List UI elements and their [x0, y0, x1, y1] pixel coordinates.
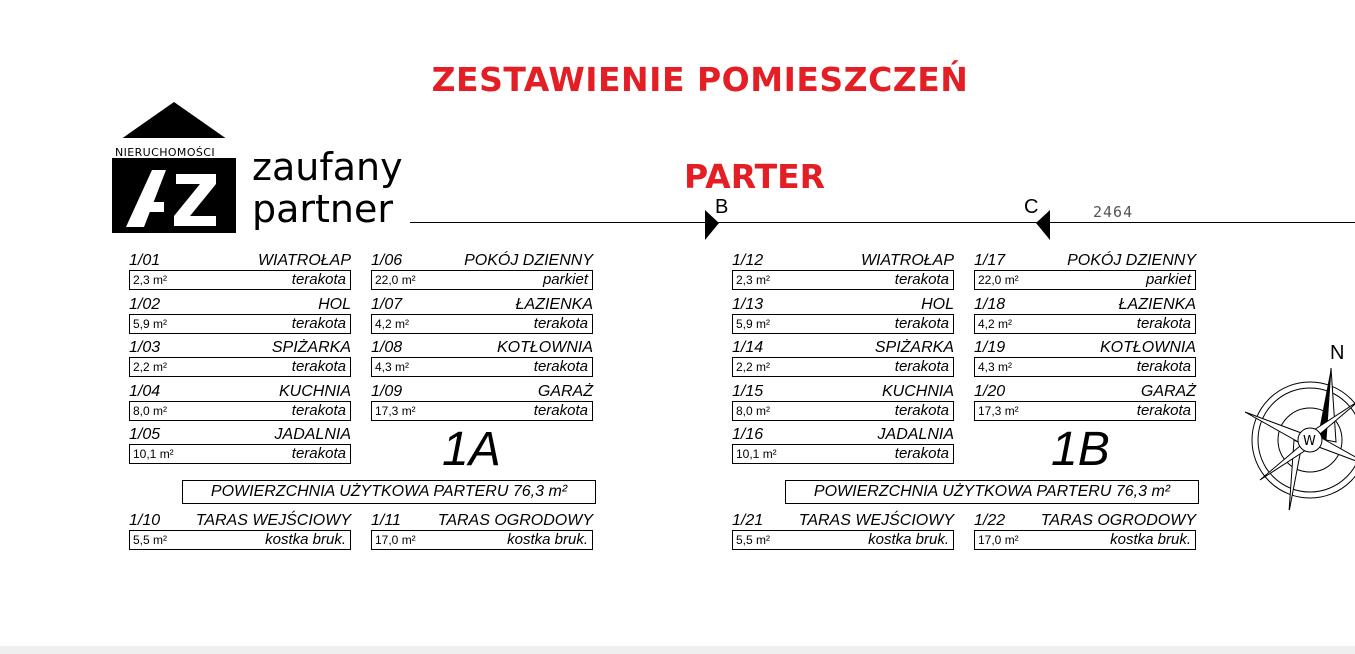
room-number: 1/06	[371, 252, 403, 269]
room-cell	[974, 296, 1196, 338]
room-name: ŁAZIENKA	[1118, 296, 1196, 313]
room-name: ŁAZIENKA	[515, 296, 593, 313]
room-area: 2,3 m²	[133, 273, 168, 287]
room-name: KUCHNIA	[881, 383, 954, 400]
room-cell	[129, 383, 351, 425]
terrace-number: 1/22	[974, 512, 1006, 529]
floor-subtitle: PARTER	[684, 157, 826, 196]
room-cell	[732, 383, 954, 425]
room-name: GARAŻ	[537, 383, 593, 400]
room-cell	[129, 426, 351, 468]
room-floor: terakota	[894, 358, 949, 375]
terrace-floor: kostka bruk.	[1110, 531, 1191, 548]
terrace-cell	[732, 512, 954, 554]
room-floor: terakota	[894, 271, 949, 288]
room-area: 17,3 m²	[978, 404, 1019, 418]
room-number: 1/14	[732, 339, 764, 356]
room-area: 17,3 m²	[375, 404, 416, 418]
room-name: KUCHNIA	[278, 383, 351, 400]
room-name: JADALNIA	[877, 426, 954, 443]
room-area: 4,2 m²	[978, 317, 1013, 331]
room-area: 22,0 m²	[375, 273, 416, 287]
room-number: 1/16	[732, 426, 764, 443]
room-number: 1/07	[371, 296, 403, 313]
room-number: 1/17	[974, 252, 1006, 269]
logo-badge: NIERUCHOMOŚCI	[115, 146, 215, 159]
terrace-number: 1/10	[129, 512, 161, 529]
logo-house-icon	[112, 102, 242, 237]
terrace-name: TARAS WEJŚCIOWY	[195, 512, 351, 529]
usable-area-total: POWIERZCHNIA UŻYTKOWA PARTERU 76,3 m²	[785, 480, 1199, 504]
dimension-label: 2464	[1093, 203, 1134, 221]
terrace-number: 1/21	[732, 512, 764, 529]
room-name: POKÓJ DZIENNY	[1067, 252, 1196, 269]
terrace-area: 5,5 m²	[736, 533, 771, 547]
svg-text:W: W	[1303, 434, 1316, 449]
room-area: 2,2 m²	[133, 360, 168, 374]
room-area: 10,1 m²	[736, 447, 777, 461]
room-area: 4,3 m²	[978, 360, 1013, 374]
room-number: 1/19	[974, 339, 1006, 356]
room-cell	[129, 252, 351, 294]
room-number: 1/01	[129, 252, 161, 269]
room-floor: terakota	[894, 402, 949, 419]
terrace-area: 17,0 m²	[375, 533, 416, 547]
room-floor: terakota	[291, 445, 346, 462]
room-floor: terakota	[291, 315, 346, 332]
compass-rose	[1240, 340, 1355, 510]
room-number: 1/13	[732, 296, 764, 313]
room-area: 4,2 m²	[375, 317, 410, 331]
room-cell	[732, 339, 954, 381]
room-name: GARAŻ	[1140, 383, 1196, 400]
room-number: 1/04	[129, 383, 161, 400]
room-floor: terakota	[533, 358, 588, 375]
room-floor: terakota	[533, 315, 588, 332]
terrace-area: 5,5 m²	[133, 533, 168, 547]
page-title: ZESTAWIENIE POMIESZCZEŃ	[431, 60, 969, 99]
room-area: 22,0 m²	[978, 273, 1019, 287]
logo-line1: zaufany	[252, 145, 403, 189]
room-cell	[974, 383, 1196, 425]
room-floor: terakota	[291, 402, 346, 419]
unit-1a-table	[129, 252, 599, 552]
unit-label: 1A	[442, 423, 501, 476]
room-floor: terakota	[1136, 315, 1191, 332]
room-name: SPIŻARKA	[271, 339, 351, 356]
usable-area-total: POWIERZCHNIA UŻYTKOWA PARTERU 76,3 m²	[182, 480, 596, 504]
room-name: WIATROŁAP	[860, 252, 954, 269]
room-number: 1/02	[129, 296, 161, 313]
room-floor: terakota	[1136, 358, 1191, 375]
room-cell	[371, 339, 593, 381]
unit-1b-table	[732, 252, 1202, 552]
terrace-floor: kostka bruk.	[507, 531, 588, 548]
room-cell	[974, 339, 1196, 381]
compass-north-label: N	[1330, 342, 1345, 364]
room-name: POKÓJ DZIENNY	[464, 252, 593, 269]
section-c-label: C	[1024, 196, 1039, 218]
compass-icon	[1240, 340, 1355, 510]
room-cell	[371, 252, 593, 294]
room-area: 2,2 m²	[736, 360, 771, 374]
bottom-bar	[0, 646, 1355, 654]
room-number: 1/18	[974, 296, 1006, 313]
terrace-cell	[974, 512, 1196, 554]
room-name: HOL	[921, 296, 954, 313]
room-area: 2,3 m²	[736, 273, 771, 287]
section-b-label: B	[715, 196, 729, 218]
room-name: SPIŻARKA	[874, 339, 954, 356]
company-logo	[112, 102, 412, 237]
room-floor: parkiet	[542, 271, 588, 288]
room-name: KOTŁOWNIA	[496, 339, 593, 356]
terrace-cell	[371, 512, 593, 554]
room-floor: terakota	[894, 445, 949, 462]
room-cell	[732, 252, 954, 294]
room-name: HOL	[318, 296, 351, 313]
room-name: WIATROŁAP	[257, 252, 351, 269]
room-cell	[371, 296, 593, 338]
terrace-floor: kostka bruk.	[868, 531, 949, 548]
terrace-name: TARAS WEJŚCIOWY	[798, 512, 954, 529]
room-area: 8,0 m²	[133, 404, 168, 418]
room-cell	[371, 383, 593, 425]
terrace-cell	[129, 512, 351, 554]
room-floor: parkiet	[1145, 271, 1191, 288]
terrace-name: TARAS OGRODOWY	[1040, 512, 1196, 529]
room-cell	[732, 296, 954, 338]
terrace-name: TARAS OGRODOWY	[437, 512, 593, 529]
terrace-floor: kostka bruk.	[265, 531, 346, 548]
plan-line	[410, 222, 1355, 223]
terrace-area: 17,0 m²	[978, 533, 1019, 547]
room-floor: terakota	[1136, 402, 1191, 419]
room-area: 10,1 m²	[133, 447, 174, 461]
room-cell	[732, 426, 954, 468]
terrace-number: 1/11	[371, 512, 401, 529]
room-name: JADALNIA	[274, 426, 351, 443]
logo-line2: partner	[252, 187, 394, 231]
room-area: 4,3 m²	[375, 360, 410, 374]
room-number: 1/15	[732, 383, 764, 400]
room-number: 1/12	[732, 252, 764, 269]
room-number: 1/20	[974, 383, 1006, 400]
room-cell	[129, 339, 351, 381]
room-name: KOTŁOWNIA	[1099, 339, 1196, 356]
room-area: 5,9 m²	[736, 317, 771, 331]
room-number: 1/08	[371, 339, 403, 356]
room-number: 1/03	[129, 339, 161, 356]
room-floor: terakota	[533, 402, 588, 419]
room-floor: terakota	[291, 271, 346, 288]
room-cell	[974, 252, 1196, 294]
room-number: 1/05	[129, 426, 161, 443]
room-floor: terakota	[291, 358, 346, 375]
unit-label: 1B	[1051, 423, 1110, 476]
room-cell	[129, 296, 351, 338]
room-area: 5,9 m²	[133, 317, 168, 331]
room-number: 1/09	[371, 383, 403, 400]
room-area: 8,0 m²	[736, 404, 771, 418]
room-floor: terakota	[894, 315, 949, 332]
